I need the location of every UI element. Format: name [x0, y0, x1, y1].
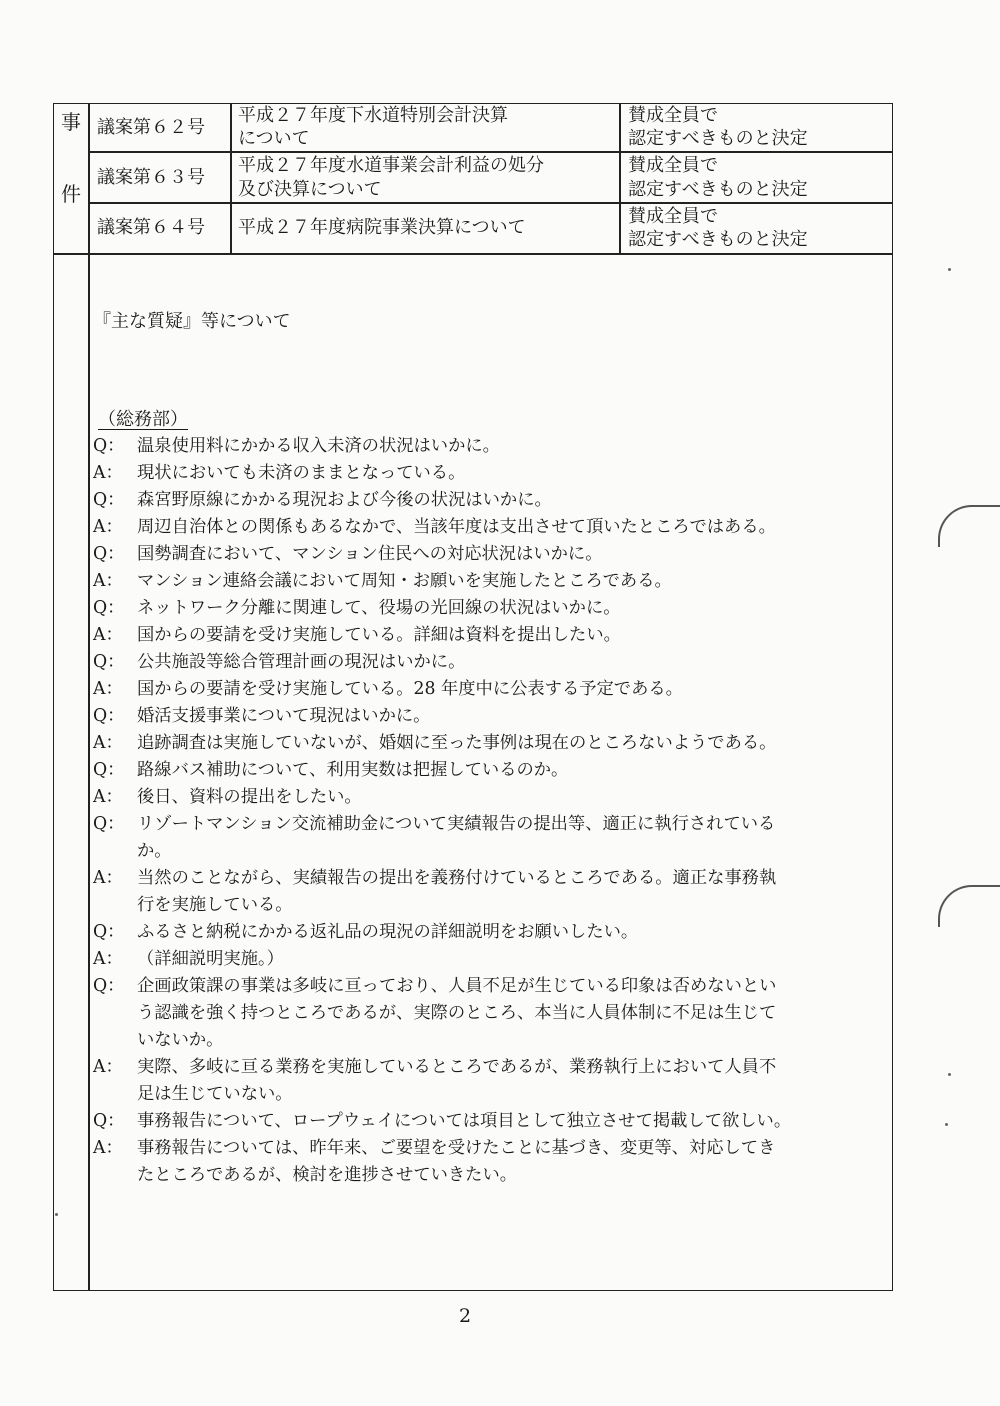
qa-entry — [93, 676, 885, 703]
bill-result-line2: 認定すべきものと決定 — [628, 128, 808, 149]
table-divider-side — [88, 103, 90, 1291]
qa-label: Q： — [93, 598, 125, 618]
qa-text — [137, 460, 885, 487]
qa-text-line: 追跡調査は実施していないが、婚姻に至った事例は現在のところないようである。 — [137, 733, 777, 753]
qa-text-line: 国勢調査において、マンション住民への対応状況はいかに。 — [137, 544, 603, 564]
section-heading: 『主な質疑』等について — [93, 311, 291, 332]
qa-label: A： — [93, 463, 123, 483]
qa-text-line: 森宮野原線にかかる現況および今後の状況はいかに。 — [137, 490, 552, 510]
qa-entry — [93, 730, 885, 757]
qa-text — [137, 757, 885, 784]
qa-text-line: 当然のことながら、実績報告の提出を義務付けているところである。適正な事務執 — [137, 868, 777, 888]
qa-label: A： — [93, 571, 123, 591]
qa-label: A： — [93, 1138, 123, 1158]
qa-label: Q： — [93, 760, 125, 780]
qa-text — [137, 541, 885, 568]
qa-text — [137, 433, 885, 460]
qa-text — [137, 1135, 885, 1189]
bill-result-line2: 認定すべきものと決定 — [628, 179, 808, 200]
qa-label: A： — [93, 868, 123, 888]
qa-text — [137, 703, 885, 730]
qa-text-line: 国からの要請を受け実施している。詳細は資料を提出したい。 — [137, 625, 621, 645]
qa-text — [137, 676, 885, 703]
qa-text-line: マンション連絡会議において周知・お願いを実施したところである。 — [137, 571, 672, 591]
qa-entry — [93, 568, 885, 595]
qa-label: Q： — [93, 706, 125, 726]
qa-text-line: 路線バス補助について、利用実数は把握しているのか。 — [137, 760, 569, 780]
qa-text-line: 事務報告については、昨年来、ご要望を受けたことに基づき、変更等、対応してき — [137, 1138, 776, 1158]
qa-label: Q： — [93, 922, 125, 942]
bill-number: 議案第６２号 — [97, 117, 205, 138]
qa-label: A： — [93, 733, 123, 753]
qa-text-line: 足は生じていない。 — [137, 1084, 293, 1104]
table-row-divider — [88, 151, 893, 153]
qa-text-line: ふるさと納税にかかる返礼品の現況の詳細説明をお願いしたい。 — [137, 922, 639, 942]
qa-text-line: 事務報告について、ロープウェイについては項目として独立させて掲載して欲しい。 — [137, 1111, 792, 1131]
qa-text-line: か。 — [137, 841, 172, 861]
scan-speck — [948, 1073, 951, 1076]
qa-text — [137, 514, 885, 541]
qa-label: A： — [93, 1057, 123, 1077]
bill-title-line2: について — [238, 128, 310, 149]
scan-speck — [945, 1123, 948, 1126]
bill-title-line1: 平成２７年度病院事業決算について — [238, 217, 526, 238]
qa-text-line: 企画政策課の事業は多岐に亘っており、人員不足が生じている印象は否めないとい — [137, 976, 777, 996]
side-label-top: 事 — [61, 110, 81, 134]
qa-label: A： — [93, 787, 123, 807]
qa-entry — [93, 649, 885, 676]
qa-text — [137, 784, 885, 811]
bill-result-line1: 賛成全員で — [628, 105, 718, 126]
qa-text-line: 公共施設等総合管理計画の現況はいかに。 — [137, 652, 466, 672]
bill-title-line2: 及び決算について — [238, 179, 382, 200]
bill-result-line2: 認定すべきものと決定 — [628, 229, 808, 250]
scan-speck — [55, 1213, 58, 1216]
qa-text-line: 婚活支援事業について現況はいかに。 — [137, 706, 431, 726]
qa-text-line: （詳細説明実施。） — [137, 949, 284, 969]
qa-label: A： — [93, 517, 123, 537]
table-divider-result — [619, 103, 621, 253]
qa-list — [93, 433, 885, 1189]
qa-entry — [93, 541, 885, 568]
bill-title-line1: 平成２７年度水道事業会計利益の処分 — [238, 155, 544, 176]
table-bottom-divider — [53, 253, 893, 255]
punch-hole-mark — [938, 505, 1000, 547]
bill-result-line1: 賛成全員で — [628, 155, 718, 176]
qa-label: A： — [93, 949, 123, 969]
qa-text-line: う認識を強く持つところであるが、実際のところ、本当に人員体制に不足は生じて — [137, 1003, 777, 1023]
qa-text — [137, 730, 885, 757]
qa-text — [137, 919, 885, 946]
qa-text — [137, 649, 885, 676]
qa-label: A： — [93, 679, 123, 699]
punch-hole-mark — [938, 885, 1000, 927]
qa-text — [137, 487, 885, 514]
qa-text-line: 国からの要請を受け実施している。28 年度中に公表する予定である。 — [137, 679, 683, 699]
qa-label: Q： — [93, 544, 125, 564]
qa-text-line: 後日、資料の提出をしたい。 — [137, 787, 362, 807]
qa-text-line: いないか。 — [137, 1030, 224, 1050]
qa-entry — [93, 514, 885, 541]
qa-label: Q： — [93, 436, 125, 456]
qa-entry — [93, 919, 885, 946]
qa-entry — [93, 622, 885, 649]
qa-entry — [93, 460, 885, 487]
qa-text — [137, 568, 885, 595]
qa-entry — [93, 433, 885, 460]
side-label-bottom: 件 — [61, 182, 81, 206]
qa-text-line: 行を実施している。 — [137, 895, 293, 915]
bill-result-line1: 賛成全員で — [628, 206, 718, 227]
qa-entry — [93, 865, 885, 919]
bill-number: 議案第６４号 — [97, 217, 205, 238]
qa-text — [137, 811, 885, 865]
qa-text-line: 温泉使用料にかかる収入未済の状況はいかに。 — [137, 436, 500, 456]
qa-text — [137, 1108, 885, 1135]
qa-entry — [93, 1108, 885, 1135]
table-row-divider — [88, 202, 893, 204]
qa-text — [137, 622, 885, 649]
bill-title-line1: 平成２７年度下水道特別会計決算 — [238, 105, 508, 126]
qa-text-line: 実際、多岐に亘る業務を実施しているところであるが、業務執行上において人員不 — [137, 1057, 777, 1077]
scan-speck — [948, 268, 951, 271]
qa-entry — [93, 1135, 885, 1189]
qa-entry — [93, 1054, 885, 1108]
qa-text — [137, 595, 885, 622]
qa-text — [137, 1054, 885, 1108]
qa-text-line: リゾートマンション交流補助金について実績報告の提出等、適正に執行されている — [137, 814, 776, 834]
qa-label: Q： — [93, 490, 125, 510]
qa-text-line: 現状においても未済のままとなっている。 — [137, 463, 466, 483]
qa-label: A： — [93, 625, 123, 645]
qa-text-line: 周辺自治体との関係もあるなかで、当該年度は支出させて頂いたところではある。 — [137, 517, 776, 537]
qa-entry — [93, 595, 885, 622]
qa-label: Q： — [93, 814, 125, 834]
table-divider-bill — [230, 103, 232, 253]
qa-label: Q： — [93, 1111, 125, 1131]
page-number: 2 — [458, 1305, 472, 1327]
qa-text — [137, 946, 885, 973]
qa-entry — [93, 784, 885, 811]
qa-label: Q： — [93, 976, 125, 996]
qa-entry — [93, 811, 885, 865]
qa-label: Q： — [93, 652, 125, 672]
qa-entry — [93, 973, 885, 1054]
qa-entry — [93, 757, 885, 784]
qa-entry — [93, 703, 885, 730]
qa-text — [137, 973, 885, 1054]
qa-text — [137, 865, 885, 919]
bill-number: 議案第６３号 — [97, 167, 205, 188]
qa-text-line: ネットワーク分離に関連して、役場の光回線の状況はいかに。 — [137, 598, 621, 618]
qa-entry — [93, 946, 885, 973]
qa-text-line: たところであるが、検討を進捗させていきたい。 — [137, 1165, 518, 1185]
qa-entry — [93, 487, 885, 514]
department-label: （総務部） — [98, 409, 188, 430]
